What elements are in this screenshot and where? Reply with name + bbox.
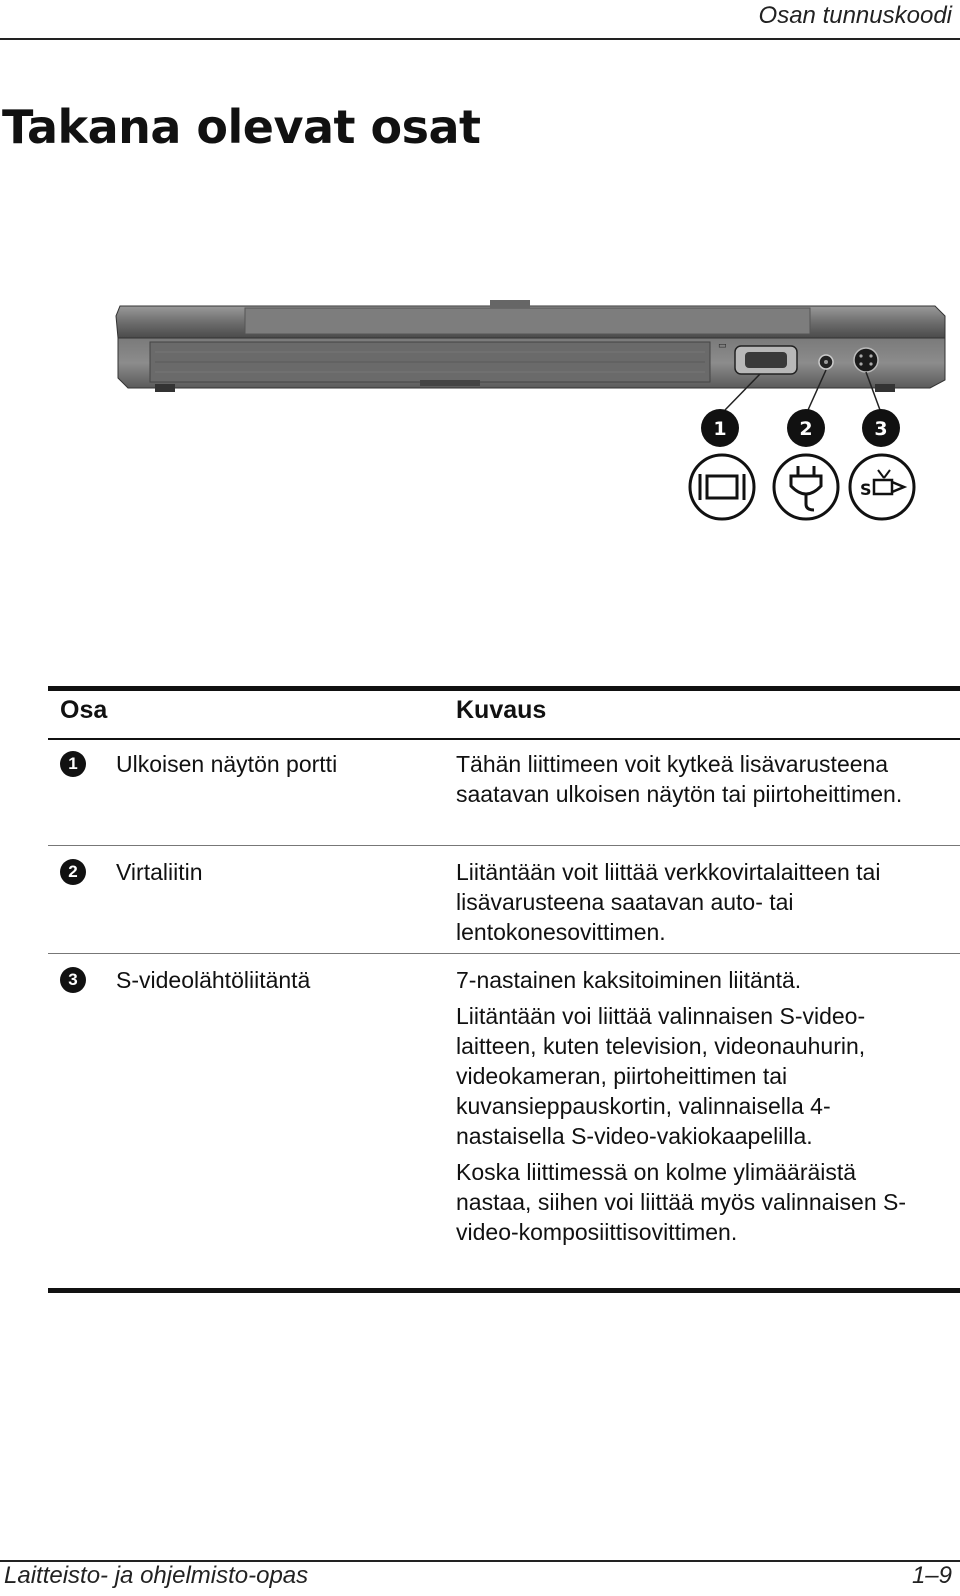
row-number-badge: 2 xyxy=(60,859,86,885)
s-video-icon xyxy=(850,455,914,519)
svg-text:S: S xyxy=(860,480,872,499)
row-number-badge: 1 xyxy=(60,751,86,777)
description-paragraph: Liitäntään voi liittää valinnaisen S-video-laitteen, kuten television, videonauhurin, videokameran, piirtoheittimen tai kuvansieppauskortin, valinnaisella 4-nastaisella S-video-vakiokaapelilla. xyxy=(456,1003,866,1149)
column-header-part: Osa xyxy=(60,696,108,724)
part-name: Ulkoisen näytön portti xyxy=(116,751,338,777)
row-number-badge: 3 xyxy=(60,967,86,993)
callout-1 xyxy=(701,409,739,447)
table-top-rule xyxy=(48,686,960,691)
part-description xyxy=(456,749,926,815)
row-rule xyxy=(48,953,960,954)
part-description xyxy=(456,965,936,1253)
part-name: Virtaliitin xyxy=(116,859,203,885)
laptop-lid xyxy=(116,300,945,338)
svg-text:3: 3 xyxy=(874,418,888,440)
svg-text:1: 1 xyxy=(713,418,727,440)
callout-3 xyxy=(862,409,900,447)
part-name: S-videolähtöliitäntä xyxy=(116,967,311,993)
svg-text:2: 2 xyxy=(799,418,813,440)
description-paragraph: Koska liittimessä on kolme ylimääräistä nastaa, siihen voi liittää myös valinnaisen S-video-komposiittisovittimen. xyxy=(456,1159,907,1245)
power-port xyxy=(819,355,833,369)
row-rule xyxy=(48,845,960,846)
part-description xyxy=(456,857,926,953)
description-paragraph: 7-nastainen kaksitoiminen liitäntä. xyxy=(456,967,802,993)
page-number: 1–9 xyxy=(911,1562,952,1589)
header-rule xyxy=(0,38,960,40)
column-header-description: Kuvaus xyxy=(456,696,547,724)
description-paragraph: Liitäntään voit liittää verkkovirtalaitteen tai lisävarusteena saatavan auto- tai lentokonesovittimen. xyxy=(456,859,881,945)
table-header-rule xyxy=(48,738,960,740)
running-header: Osan tunnuskoodi xyxy=(758,2,952,29)
description-paragraph: Tähän liittimeen voit kytkeä lisävarusteena saatavan ulkoisen näytön tai piirtoheittimen. xyxy=(456,751,903,807)
page-title: Takana olevat osat xyxy=(2,100,481,154)
footer-book-title: Laitteisto- ja ohjelmisto-opas xyxy=(4,1562,309,1589)
external-monitor-icon xyxy=(690,455,754,519)
laptop-rear-figure xyxy=(0,290,960,540)
svg-text:▭: ▭ xyxy=(718,341,727,351)
table-bottom-rule xyxy=(48,1288,960,1293)
svideo-port xyxy=(854,348,878,372)
callout-2 xyxy=(787,409,825,447)
power-plug-icon xyxy=(774,455,838,519)
